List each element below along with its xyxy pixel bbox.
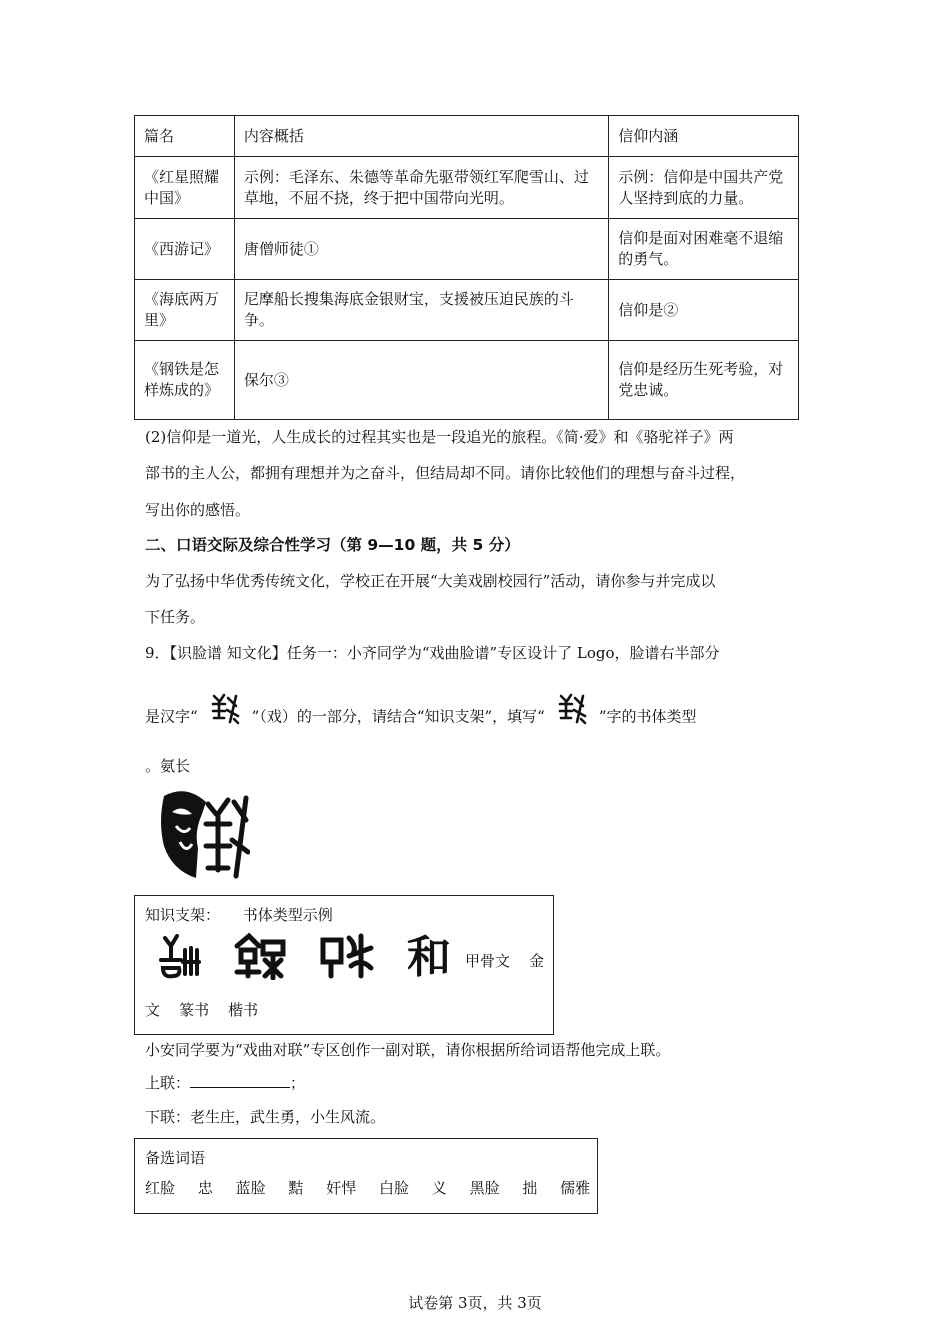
book-belief: 信仰是经历生死考验，对党忠诚。 — [609, 341, 799, 420]
knowledge-title: 知识支架： — [145, 906, 221, 924]
upper-end: ； — [290, 1074, 306, 1092]
reading-table — [134, 115, 799, 420]
q2-line-2: 部书的主人公，都拥有理想并为之奋斗，但结局却不同。请你比较他们的理想与奋斗过程， — [145, 464, 746, 482]
table-row — [135, 219, 799, 280]
vocab-word: 忠 — [197, 1179, 213, 1197]
book-summary: 尼摩船长搜集海底金银财宝，支援被压迫民族的斗争。 — [234, 280, 608, 341]
section-heading: 二、口语交际及综合性学习（第 9—10 题，共 5 分） — [145, 536, 520, 554]
script-labels-2: 文 篆书 楷书 — [145, 1001, 259, 1019]
vocab-word: 红脸 — [145, 1179, 176, 1197]
book-summary: 唐僧师徒① — [234, 219, 608, 280]
knowledge-subtitle: 书体类型示例 — [242, 906, 333, 924]
book-summary: 保尔③ — [234, 341, 608, 420]
upper-answer-blank[interactable] — [190, 1073, 290, 1088]
couplet-lower: 下联：老生庄，武生勇，小生风流。 — [145, 1108, 386, 1126]
page-footer: 试卷第 3页，共 3页 — [408, 1294, 542, 1312]
couplet-intro: 小安同学要为“戏曲对联”专区创作一副对联，请你根据所给词语帮他完成上联。 — [145, 1041, 671, 1059]
knowledge-heading — [145, 904, 333, 925]
bronze-he-icon — [233, 932, 287, 984]
q2-line-1: (2)信仰是一道光，人生成长的过程其实也是一段追光的旅程。《简·爱》和《骆驼祥子》两 — [145, 428, 734, 446]
vocab-word: 拙 — [522, 1179, 538, 1197]
book-title: 《西游记》 — [135, 219, 235, 280]
section-intro-1: 为了弘扬中华优秀传统文化，学校正在开展“大美戏剧校园行”活动，请你参与并完成以 — [145, 572, 716, 590]
section-intro-2: 下任务。 — [145, 608, 206, 626]
table-header-row — [135, 116, 799, 157]
vocab-word: 儒雅 — [560, 1179, 591, 1197]
table-row — [135, 341, 799, 420]
knowledge-box — [134, 895, 554, 1035]
book-belief: 示例：信仰是中国共产党人坚持到底的力量。 — [609, 157, 799, 219]
header-title: 篇名 — [135, 116, 235, 157]
book-title: 《红星照耀中国》 — [135, 157, 235, 219]
script-examples — [155, 932, 544, 984]
q9-text-a: 是汉字“ — [145, 707, 198, 726]
header-belief: 信仰内涵 — [609, 116, 799, 157]
vocab-word: 蓝脸 — [235, 1179, 266, 1197]
kaishu-he: 和 — [407, 932, 451, 983]
vocab-word: 黠 — [288, 1179, 304, 1197]
script-labels-1: 甲骨文 金 — [465, 951, 545, 970]
book-summary: 示例：毛泽东、朱德等革命先驱带领红军爬雪山、过草地，不屈不挠，终于把中国带向光明。 — [234, 157, 608, 219]
q9-text-b: ”（戏）的一部分，请结合“知识支架”，填写“ — [251, 707, 545, 726]
q9-line-3: 。氨长 — [145, 757, 191, 775]
header-summary: 内容概括 — [234, 116, 608, 157]
vocab-word: 白脸 — [378, 1179, 409, 1197]
table-row — [135, 157, 799, 219]
seal-xi-icon — [210, 692, 240, 743]
vocab-word: 黑脸 — [469, 1179, 500, 1197]
table-row — [135, 280, 799, 341]
q9-text-c: ”字的书体类型 — [598, 707, 697, 726]
vocab-word: 奸悍 — [326, 1179, 357, 1197]
vocab-word: 义 — [431, 1179, 447, 1197]
upper-label: 上联： — [145, 1074, 191, 1092]
opera-mask-logo-icon — [158, 786, 250, 884]
seal-xi-icon — [557, 692, 587, 743]
book-belief: 信仰是② — [609, 280, 799, 341]
q2-line-3: 写出你的感悟。 — [145, 501, 251, 519]
q9-line-2 — [145, 692, 697, 743]
q9-line-1: 9．【识脸谱 知文化】任务一：小齐同学为“戏曲脸谱”专区设计了 Logo，脸谱右半部分 — [145, 644, 720, 662]
book-belief: 信仰是面对困难毫不退缩的勇气。 — [609, 219, 799, 280]
oracle-bone-he-icon — [155, 932, 201, 984]
book-title: 《钢铁是怎样炼成的》 — [135, 341, 235, 420]
vocab-title: 备选词语 — [145, 1149, 206, 1167]
couplet-upper — [145, 1073, 305, 1093]
book-title: 《海底两万里》 — [135, 280, 235, 341]
vocab-list — [145, 1177, 608, 1198]
seal-he-icon — [319, 932, 375, 984]
vocab-box — [134, 1138, 598, 1214]
